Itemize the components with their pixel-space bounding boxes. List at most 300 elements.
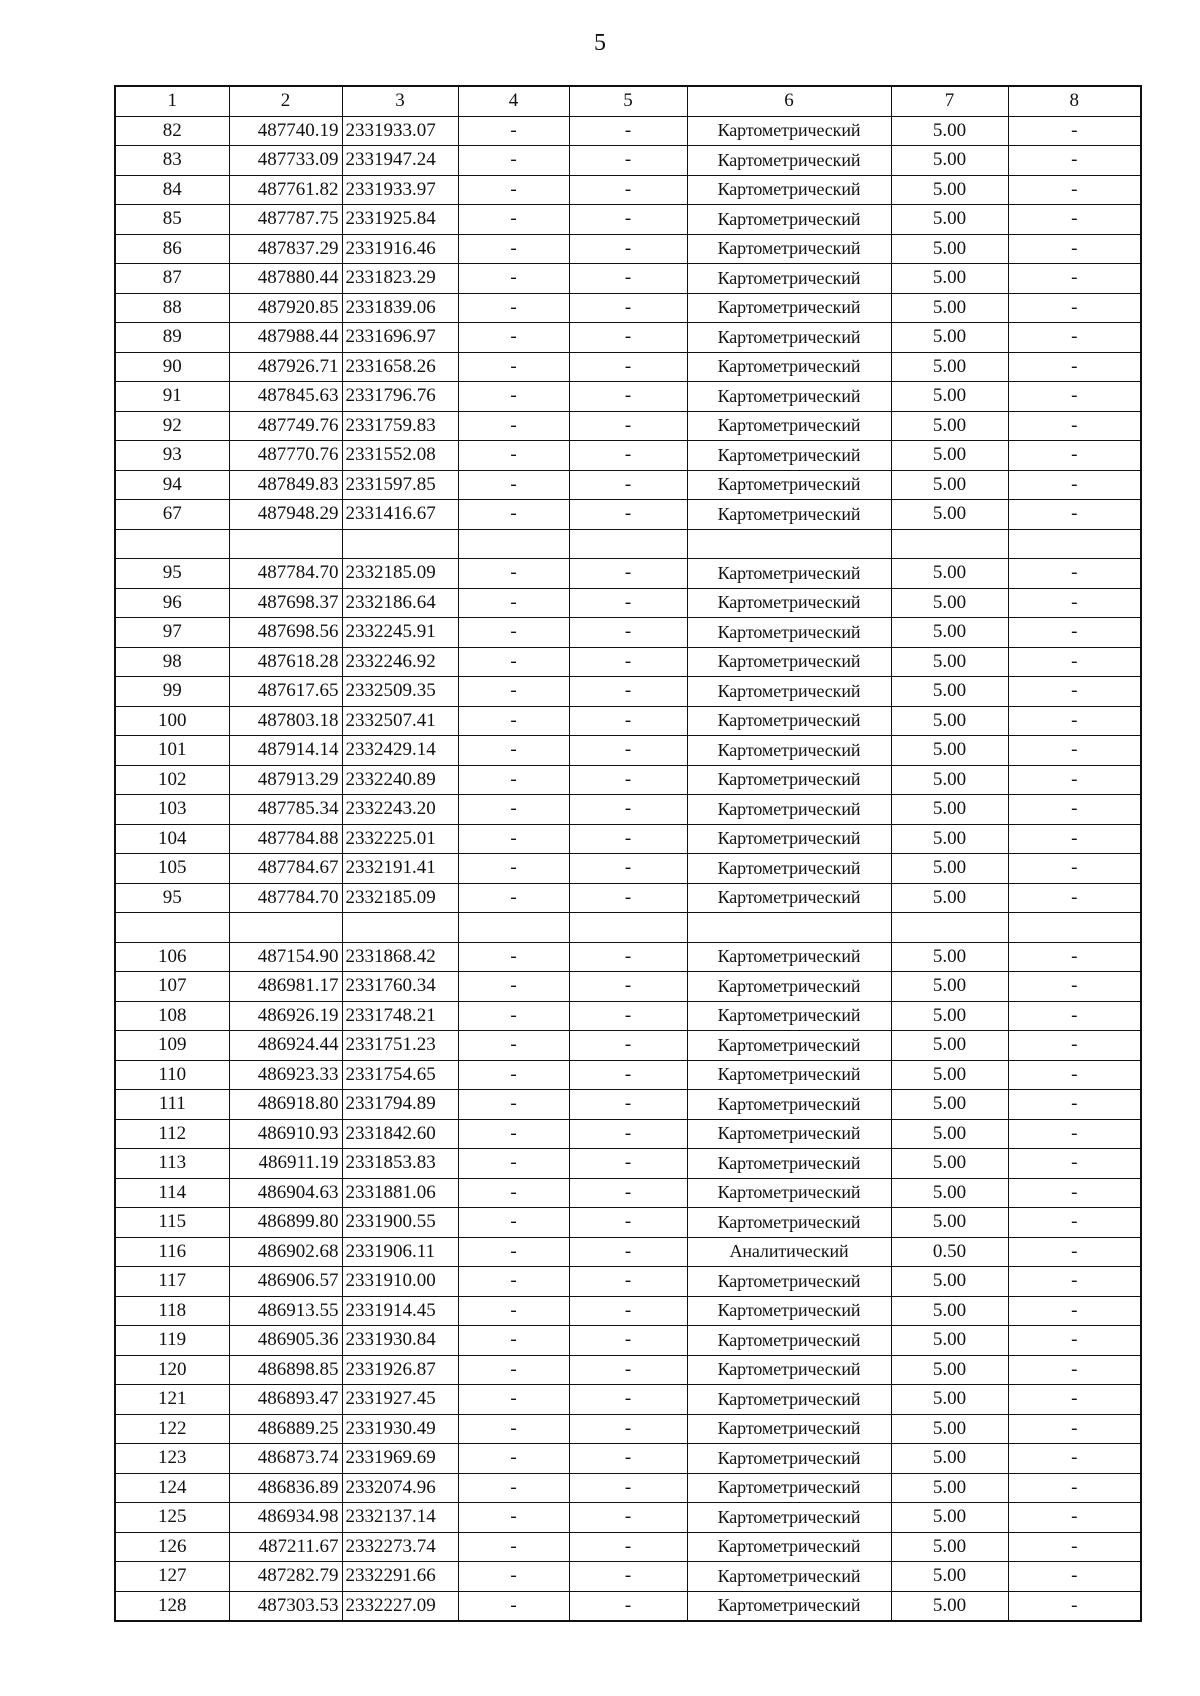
column-8-cell: - (1008, 382, 1141, 412)
method-cell: Аналитический (687, 1237, 891, 1267)
column-5-cell: - (569, 470, 687, 500)
method-cell: Картометрический (687, 116, 891, 146)
column-4-cell: - (458, 1326, 569, 1356)
table-row (115, 854, 1141, 884)
column-4-cell: - (458, 1208, 569, 1238)
table-row (115, 146, 1141, 176)
method-cell: Картометрический (687, 854, 891, 884)
table-row (115, 323, 1141, 353)
y-coordinate-cell: 2331696.97 (342, 323, 458, 353)
method-cell: Картометрический (687, 1001, 891, 1031)
table-row (115, 942, 1141, 972)
point-number-cell: 92 (115, 411, 229, 441)
header-cell-column-8: 8 (1008, 86, 1141, 116)
method-cell (687, 529, 891, 559)
column-8-cell: - (1008, 1001, 1141, 1031)
table-row (115, 470, 1141, 500)
x-coordinate-cell: 487784.67 (229, 854, 342, 884)
x-coordinate-cell: 486893.47 (229, 1385, 342, 1415)
column-4-cell: - (458, 1031, 569, 1061)
method-cell: Картометрический (687, 1414, 891, 1444)
point-number-cell: 120 (115, 1355, 229, 1385)
table-row (115, 647, 1141, 677)
accuracy-cell: 5.00 (891, 352, 1008, 382)
accuracy-cell: 5.00 (891, 500, 1008, 530)
accuracy-cell: 5.00 (891, 1414, 1008, 1444)
table-row (115, 1178, 1141, 1208)
x-coordinate-cell: 486899.80 (229, 1208, 342, 1238)
x-coordinate-cell: 486873.74 (229, 1444, 342, 1474)
column-8-cell: - (1008, 441, 1141, 471)
column-5-cell: - (569, 1178, 687, 1208)
column-8-cell: - (1008, 1591, 1141, 1621)
column-4-cell: - (458, 765, 569, 795)
y-coordinate-cell: 2331853.83 (342, 1149, 458, 1179)
method-cell: Картометрический (687, 1296, 891, 1326)
column-4-cell: - (458, 1503, 569, 1533)
table-row (115, 175, 1141, 205)
column-5-cell: - (569, 677, 687, 707)
column-5-cell: - (569, 1296, 687, 1326)
x-coordinate-cell: 487880.44 (229, 264, 342, 294)
accuracy-cell: 5.00 (891, 470, 1008, 500)
column-8-cell: - (1008, 1444, 1141, 1474)
x-coordinate-cell (229, 913, 342, 943)
column-5-cell (569, 529, 687, 559)
column-8-cell: - (1008, 677, 1141, 707)
method-cell: Картометрический (687, 765, 891, 795)
column-5-cell: - (569, 1060, 687, 1090)
x-coordinate-cell: 486898.85 (229, 1355, 342, 1385)
x-coordinate-cell: 487988.44 (229, 323, 342, 353)
y-coordinate-cell: 2331933.97 (342, 175, 458, 205)
accuracy-cell: 5.00 (891, 116, 1008, 146)
point-number-cell: 128 (115, 1591, 229, 1621)
accuracy-cell: 5.00 (891, 588, 1008, 618)
x-coordinate-cell: 486836.89 (229, 1473, 342, 1503)
accuracy-cell: 5.00 (891, 441, 1008, 471)
column-5-cell: - (569, 647, 687, 677)
column-4-cell: - (458, 1237, 569, 1267)
column-4-cell: - (458, 588, 569, 618)
column-4-cell: - (458, 264, 569, 294)
method-cell: Картометрический (687, 942, 891, 972)
x-coordinate-cell: 487618.28 (229, 647, 342, 677)
column-8-cell: - (1008, 1208, 1141, 1238)
method-cell: Картометрический (687, 264, 891, 294)
column-5-cell: - (569, 883, 687, 913)
table-row (115, 1149, 1141, 1179)
y-coordinate-cell: 2332185.09 (342, 559, 458, 589)
point-number-cell: 117 (115, 1267, 229, 1297)
column-5-cell: - (569, 1267, 687, 1297)
x-coordinate-cell: 487282.79 (229, 1562, 342, 1592)
column-4-cell: - (458, 116, 569, 146)
method-cell: Картометрический (687, 1473, 891, 1503)
method-cell: Картометрический (687, 1326, 891, 1356)
accuracy-cell: 5.00 (891, 559, 1008, 589)
column-8-cell: - (1008, 293, 1141, 323)
accuracy-cell (891, 529, 1008, 559)
accuracy-cell: 5.00 (891, 1119, 1008, 1149)
column-8-cell: - (1008, 500, 1141, 530)
column-4-cell (458, 529, 569, 559)
y-coordinate-cell: 2331906.11 (342, 1237, 458, 1267)
accuracy-cell: 5.00 (891, 1444, 1008, 1474)
accuracy-cell: 5.00 (891, 706, 1008, 736)
y-coordinate-cell: 2332225.01 (342, 824, 458, 854)
accuracy-cell: 5.00 (891, 1355, 1008, 1385)
column-5-cell: - (569, 559, 687, 589)
accuracy-cell: 5.00 (891, 1001, 1008, 1031)
method-cell: Картометрический (687, 293, 891, 323)
column-5-cell: - (569, 1119, 687, 1149)
table-row (115, 500, 1141, 530)
point-number-cell: 83 (115, 146, 229, 176)
point-number-cell: 124 (115, 1473, 229, 1503)
column-4-cell: - (458, 470, 569, 500)
accuracy-cell: 5.00 (891, 1326, 1008, 1356)
accuracy-cell: 5.00 (891, 883, 1008, 913)
y-coordinate-cell: 2331930.84 (342, 1326, 458, 1356)
point-number-cell: 111 (115, 1090, 229, 1120)
column-8-cell: - (1008, 234, 1141, 264)
column-8-cell: - (1008, 1473, 1141, 1503)
column-8-cell: - (1008, 352, 1141, 382)
accuracy-cell: 5.00 (891, 146, 1008, 176)
column-8-cell: - (1008, 1119, 1141, 1149)
y-coordinate-cell: 2332246.92 (342, 647, 458, 677)
column-5-cell: - (569, 323, 687, 353)
point-number-cell: 125 (115, 1503, 229, 1533)
x-coordinate-cell: 486910.93 (229, 1119, 342, 1149)
method-cell: Картометрический (687, 175, 891, 205)
y-coordinate-cell: 2331597.85 (342, 470, 458, 500)
y-coordinate-cell: 2331760.34 (342, 972, 458, 1002)
method-cell: Картометрический (687, 1090, 891, 1120)
table-row (115, 1119, 1141, 1149)
table-row (115, 824, 1141, 854)
y-coordinate-cell: 2331416.67 (342, 500, 458, 530)
column-4-cell: - (458, 1001, 569, 1031)
x-coordinate-cell: 486926.19 (229, 1001, 342, 1031)
table-row (115, 1562, 1141, 1592)
column-5-cell: - (569, 1532, 687, 1562)
y-coordinate-cell: 2331969.69 (342, 1444, 458, 1474)
column-4-cell: - (458, 1149, 569, 1179)
column-5-cell: - (569, 1562, 687, 1592)
y-coordinate-cell: 2332191.41 (342, 854, 458, 884)
point-number-cell: 95 (115, 559, 229, 589)
point-number-cell: 90 (115, 352, 229, 382)
column-8-cell: - (1008, 1149, 1141, 1179)
column-8-cell: - (1008, 765, 1141, 795)
y-coordinate-cell: 2331842.60 (342, 1119, 458, 1149)
point-number-cell: 123 (115, 1444, 229, 1474)
column-5-cell: - (569, 1503, 687, 1533)
coordinates-table (114, 85, 1142, 1622)
column-4-cell: - (458, 824, 569, 854)
column-4-cell: - (458, 382, 569, 412)
point-number-cell: 104 (115, 824, 229, 854)
table-row (115, 1267, 1141, 1297)
method-cell: Картометрический (687, 1208, 891, 1238)
accuracy-cell: 5.00 (891, 1591, 1008, 1621)
y-coordinate-cell: 2331927.45 (342, 1385, 458, 1415)
x-coordinate-cell: 487617.65 (229, 677, 342, 707)
y-coordinate-cell (342, 529, 458, 559)
column-5-cell: - (569, 352, 687, 382)
column-4-cell: - (458, 618, 569, 648)
point-number-cell: 96 (115, 588, 229, 618)
table-row (115, 352, 1141, 382)
column-8-cell: - (1008, 854, 1141, 884)
column-4-cell: - (458, 1385, 569, 1415)
method-cell: Картометрический (687, 1591, 891, 1621)
y-coordinate-cell: 2331751.23 (342, 1031, 458, 1061)
method-cell: Картометрический (687, 1532, 891, 1562)
x-coordinate-cell: 487784.70 (229, 883, 342, 913)
column-4-cell: - (458, 559, 569, 589)
column-4-cell: - (458, 293, 569, 323)
column-5-cell: - (569, 411, 687, 441)
x-coordinate-cell: 487698.37 (229, 588, 342, 618)
column-4-cell: - (458, 146, 569, 176)
y-coordinate-cell: 2332245.91 (342, 618, 458, 648)
accuracy-cell: 5.00 (891, 1385, 1008, 1415)
column-8-cell: - (1008, 470, 1141, 500)
method-cell: Картометрический (687, 1031, 891, 1061)
column-4-cell: - (458, 1473, 569, 1503)
y-coordinate-cell: 2331823.29 (342, 264, 458, 294)
accuracy-cell: 5.00 (891, 824, 1008, 854)
x-coordinate-cell: 487913.29 (229, 765, 342, 795)
y-coordinate-cell: 2331754.65 (342, 1060, 458, 1090)
column-8-cell: - (1008, 116, 1141, 146)
y-coordinate-cell: 2331658.26 (342, 352, 458, 382)
column-4-cell: - (458, 942, 569, 972)
table-row (115, 264, 1141, 294)
page-number: 5 (594, 30, 606, 56)
method-cell: Картометрический (687, 795, 891, 825)
table-row (115, 1326, 1141, 1356)
accuracy-cell: 5.00 (891, 647, 1008, 677)
table-body (115, 86, 1141, 1621)
method-cell: Картометрический (687, 1060, 891, 1090)
table-row (115, 795, 1141, 825)
y-coordinate-cell: 2332243.20 (342, 795, 458, 825)
table-row (115, 1473, 1141, 1503)
y-coordinate-cell: 2331916.46 (342, 234, 458, 264)
accuracy-cell: 5.00 (891, 205, 1008, 235)
column-8-cell: - (1008, 1237, 1141, 1267)
accuracy-cell: 5.00 (891, 942, 1008, 972)
y-coordinate-cell: 2331930.49 (342, 1414, 458, 1444)
table-row (115, 1001, 1141, 1031)
column-4-cell: - (458, 795, 569, 825)
x-coordinate-cell: 487154.90 (229, 942, 342, 972)
point-number-cell: 110 (115, 1060, 229, 1090)
x-coordinate-cell: 486904.63 (229, 1178, 342, 1208)
column-4-cell: - (458, 1355, 569, 1385)
x-coordinate-cell: 487740.19 (229, 116, 342, 146)
accuracy-cell: 5.00 (891, 677, 1008, 707)
y-coordinate-cell: 2332227.09 (342, 1591, 458, 1621)
y-coordinate-cell: 2332429.14 (342, 736, 458, 766)
column-4-cell: - (458, 175, 569, 205)
column-8-cell: - (1008, 1385, 1141, 1415)
method-cell: Картометрический (687, 559, 891, 589)
column-8-cell: - (1008, 264, 1141, 294)
column-5-cell: - (569, 1031, 687, 1061)
table-row (115, 1385, 1141, 1415)
point-number-cell: 97 (115, 618, 229, 648)
accuracy-cell: 5.00 (891, 1562, 1008, 1592)
column-4-cell: - (458, 883, 569, 913)
x-coordinate-cell: 486911.19 (229, 1149, 342, 1179)
point-number-cell: 116 (115, 1237, 229, 1267)
accuracy-cell: 0.50 (891, 1237, 1008, 1267)
accuracy-cell: 5.00 (891, 765, 1008, 795)
method-cell: Картометрический (687, 1149, 891, 1179)
x-coordinate-cell: 486918.80 (229, 1090, 342, 1120)
method-cell (687, 913, 891, 943)
table-row (115, 677, 1141, 707)
y-coordinate-cell: 2331759.83 (342, 411, 458, 441)
column-4-cell: - (458, 1562, 569, 1592)
method-cell: Картометрический (687, 411, 891, 441)
accuracy-cell: 5.00 (891, 234, 1008, 264)
accuracy-cell: 5.00 (891, 1267, 1008, 1297)
accuracy-cell: 5.00 (891, 736, 1008, 766)
column-8-cell: - (1008, 175, 1141, 205)
method-cell: Картометрический (687, 470, 891, 500)
y-coordinate-cell: 2332137.14 (342, 1503, 458, 1533)
point-number-cell: 67 (115, 500, 229, 530)
x-coordinate-cell: 486934.98 (229, 1503, 342, 1533)
column-4-cell: - (458, 1119, 569, 1149)
point-number-cell: 107 (115, 972, 229, 1002)
column-5-cell: - (569, 1208, 687, 1238)
column-5-cell: - (569, 1237, 687, 1267)
method-cell: Картометрический (687, 824, 891, 854)
method-cell: Картометрический (687, 1267, 891, 1297)
point-number-cell: 122 (115, 1414, 229, 1444)
point-number-cell: 93 (115, 441, 229, 471)
point-number-cell: 102 (115, 765, 229, 795)
accuracy-cell: 5.00 (891, 293, 1008, 323)
point-number-cell: 94 (115, 470, 229, 500)
y-coordinate-cell: 2331933.07 (342, 116, 458, 146)
point-number-cell: 108 (115, 1001, 229, 1031)
table-row (115, 1208, 1141, 1238)
x-coordinate-cell: 487784.88 (229, 824, 342, 854)
column-5-cell: - (569, 116, 687, 146)
column-8-cell: - (1008, 1031, 1141, 1061)
point-number-cell: 103 (115, 795, 229, 825)
x-coordinate-cell: 487733.09 (229, 146, 342, 176)
accuracy-cell: 5.00 (891, 795, 1008, 825)
point-number-cell: 88 (115, 293, 229, 323)
column-4-cell: - (458, 1267, 569, 1297)
column-8-cell: - (1008, 1178, 1141, 1208)
accuracy-cell: 5.00 (891, 854, 1008, 884)
column-8-cell: - (1008, 883, 1141, 913)
column-4-cell: - (458, 500, 569, 530)
table-row (115, 1060, 1141, 1090)
point-number-cell: 82 (115, 116, 229, 146)
table-row (115, 1355, 1141, 1385)
table-row (115, 1503, 1141, 1533)
column-8-cell: - (1008, 824, 1141, 854)
column-5-cell: - (569, 1001, 687, 1031)
point-number-cell: 98 (115, 647, 229, 677)
x-coordinate-cell (229, 529, 342, 559)
column-4-cell: - (458, 677, 569, 707)
y-coordinate-cell: 2332185.09 (342, 883, 458, 913)
table-row (115, 1444, 1141, 1474)
x-coordinate-cell: 486905.36 (229, 1326, 342, 1356)
table-row (115, 559, 1141, 589)
column-5-cell: - (569, 972, 687, 1002)
column-8-cell: - (1008, 618, 1141, 648)
y-coordinate-cell: 2331748.21 (342, 1001, 458, 1031)
method-cell: Картометрический (687, 352, 891, 382)
column-8-cell: - (1008, 647, 1141, 677)
column-8-cell: - (1008, 411, 1141, 441)
column-4-cell: - (458, 1532, 569, 1562)
point-number-cell: 115 (115, 1208, 229, 1238)
x-coordinate-cell: 487211.67 (229, 1532, 342, 1562)
x-coordinate-cell: 487698.56 (229, 618, 342, 648)
method-cell: Картометрический (687, 677, 891, 707)
column-4-cell: - (458, 441, 569, 471)
y-coordinate-cell: 2331914.45 (342, 1296, 458, 1326)
point-number-cell: 114 (115, 1178, 229, 1208)
y-coordinate-cell: 2331910.00 (342, 1267, 458, 1297)
method-cell: Картометрический (687, 1119, 891, 1149)
table-row (115, 706, 1141, 736)
x-coordinate-cell: 487761.82 (229, 175, 342, 205)
y-coordinate-cell: 2332074.96 (342, 1473, 458, 1503)
column-5-cell: - (569, 234, 687, 264)
table-row (115, 883, 1141, 913)
column-5-cell: - (569, 382, 687, 412)
x-coordinate-cell: 487303.53 (229, 1591, 342, 1621)
column-5-cell (569, 913, 687, 943)
column-8-cell: - (1008, 1414, 1141, 1444)
x-coordinate-cell: 486924.44 (229, 1031, 342, 1061)
point-number-cell: 126 (115, 1532, 229, 1562)
x-coordinate-cell: 486889.25 (229, 1414, 342, 1444)
x-coordinate-cell: 487785.34 (229, 795, 342, 825)
accuracy-cell: 5.00 (891, 1031, 1008, 1061)
method-cell: Картометрический (687, 647, 891, 677)
x-coordinate-cell: 487770.76 (229, 441, 342, 471)
y-coordinate-cell: 2331839.06 (342, 293, 458, 323)
column-5-cell: - (569, 706, 687, 736)
x-coordinate-cell: 486981.17 (229, 972, 342, 1002)
column-5-cell: - (569, 264, 687, 294)
column-8-cell (1008, 529, 1141, 559)
column-8-cell: - (1008, 1503, 1141, 1533)
table-separator-row (115, 529, 1141, 559)
header-cell-x-coordinate: 2 (229, 86, 342, 116)
table-row (115, 972, 1141, 1002)
method-cell: Картометрический (687, 618, 891, 648)
method-cell: Картометрический (687, 500, 891, 530)
method-cell: Картометрический (687, 1444, 891, 1474)
